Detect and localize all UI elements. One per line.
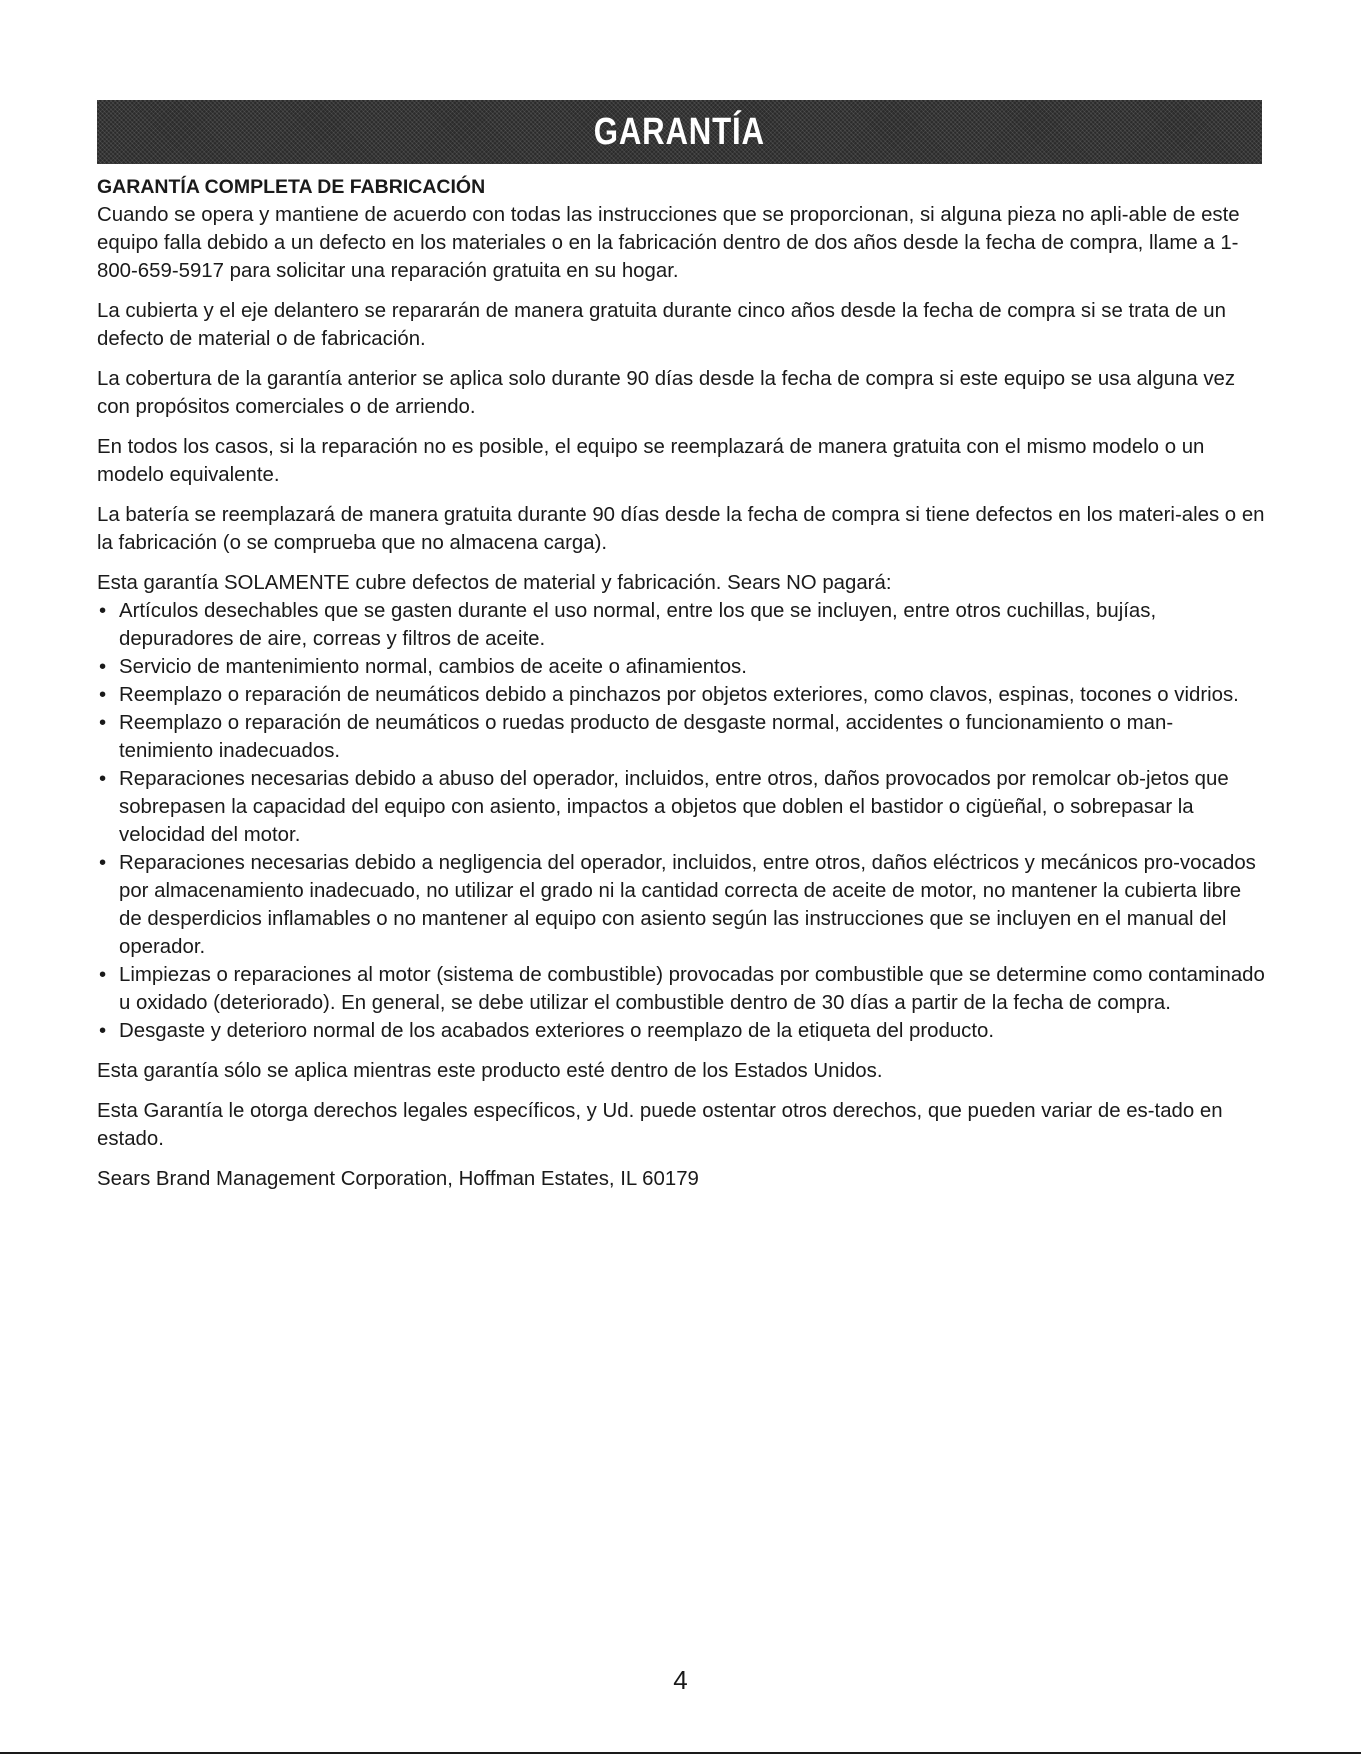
page-title: GARANTÍA (593, 110, 765, 153)
paragraph-defect-coverage: Cuando se opera y mantiene de acuerdo con todas las instrucciones que se proporcionan, si alguna pieza no apli-able de este equipo falla debido a un defecto en los materiales o en la fabricación dentro de dos años desde la fecha de compra, llame a 1-800-659-5917 para solicitar una reparación gratuita en su hogar. (97, 204, 1240, 282)
paragraph-deck-axle: La cubierta y el eje delantero se repararán de manera gratuita durante cinco años desde la fecha de compra si se trata de un defecto de material o de fabricación. (97, 300, 1226, 350)
bottom-divider (0, 1752, 1361, 1754)
section-heading: GARANTÍA COMPLETA DE FABRICACIÓN (97, 176, 486, 198)
paragraph-legal-rights: Esta Garantía le otorga derechos legales específicos, y Ud. puede ostentar otros derechos, que pueden variar de es-tado en estado. (97, 1100, 1223, 1150)
list-item: • Reparaciones necesarias debido a abuso del operador, incluidos, entre otros, daños provocados por remolcar ob-jetos que sobrepasen la capacidad del equipo con asiento, impactos a objetos que doblen el bastidor o cigüeñal, o sobrepasar la velocidad del motor. (97, 765, 1267, 849)
paragraph-battery: La batería se reemplazará de manera gratuita durante 90 días desde la fecha de compra si tiene defectos en los materi-ales o en la fabricación (o se comprueba que no almacena carga). (97, 504, 1265, 554)
paragraph-us-only: Esta garantía sólo se aplica mientras este producto esté dentro de los Estados Unidos. (97, 1060, 883, 1082)
list-item: • Reemplazo o reparación de neumáticos o ruedas producto de desgaste normal, accidentes o funcionamiento o man-tenimiento inadecuados. (97, 709, 1267, 765)
warranty-content (97, 173, 1267, 1205)
list-item: • Reparaciones necesarias debido a negligencia del operador, incluidos, entre otros, daños eléctricos y mecánicos pro-vocados por almacenamiento inadecuado, no utilizar el grado ni la cantidad correcta de aceite de motor, no mantener la cubierta libre de desperdicios inflamables o no mantener al equipo con asiento según las instrucciones que se incluyen en el manual del operador. (97, 849, 1267, 961)
paragraph-commercial-use: La cobertura de la garantía anterior se aplica solo durante 90 días desde la fecha de compra si este equipo se usa alguna vez con propósitos comerciales o de arriendo. (97, 368, 1236, 418)
paragraph-replacement: En todos los casos, si la reparación no es posible, el equipo se reemplazará de manera gratuita con el mismo modelo o un modelo equivalente. (97, 436, 1205, 486)
company-address: Sears Brand Management Corporation, Hoffman Estates, IL 60179 (97, 1168, 699, 1190)
list-item: • Reemplazo o reparación de neumáticos debido a pinchazos por objetos exteriores, como clavos, espinas, tocones o vidrios. (97, 681, 1267, 709)
exclusions-list (97, 597, 1267, 1045)
list-item: • Desgaste y deterioro normal de los acabados exteriores o reemplazo de la etiqueta del producto. (97, 1017, 1267, 1045)
list-item: • Servicio de mantenimiento normal, cambios de aceite o afinamientos. (97, 653, 1267, 681)
page-number: 4 (673, 1665, 688, 1695)
list-item: • Limpiezas o reparaciones al motor (sistema de combustible) provocadas por combustible que se determine como contaminado u oxidado (deteriorado). En general, se debe utilizar el combustible dentro de 30 días a partir de la fecha de compra. (97, 961, 1267, 1017)
exclusions-intro: Esta garantía SOLAMENTE cubre defectos de material y fabricación. Sears NO pagará: (97, 572, 892, 594)
header-banner (97, 100, 1262, 164)
list-item: • Artículos desechables que se gasten durante el uso normal, entre los que se incluyen, entre otros cuchillas, bujías, depuradores de aire, correas y filtros de aceite. (97, 597, 1267, 653)
